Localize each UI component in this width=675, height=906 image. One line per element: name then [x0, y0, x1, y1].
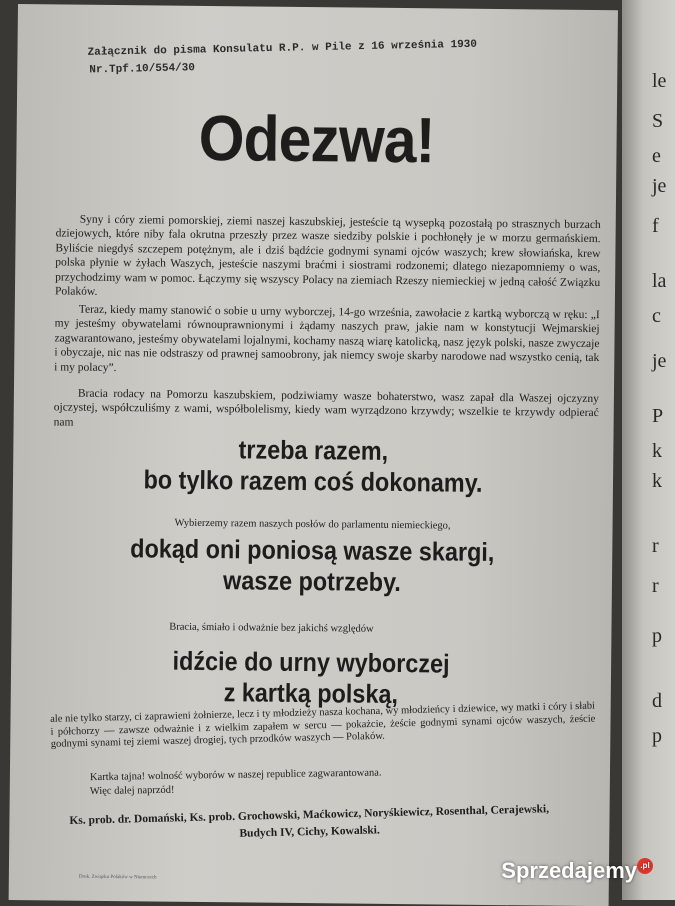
slogan-line: dokąd oni poniosą wasze skargi,	[130, 533, 495, 568]
watermark-logo	[501, 858, 653, 884]
right-page-text-fragment: je	[652, 350, 667, 372]
right-page-text-fragment: je	[652, 175, 667, 197]
typed-reference-number: Nr.Tpf.10/554/30	[89, 62, 196, 77]
right-page-text-fragment: P	[652, 405, 664, 427]
right-page-text-fragment: p	[652, 725, 662, 747]
slogan-line: trzeba razem,	[238, 434, 389, 466]
right-page-text-fragment: le	[652, 70, 667, 92]
paragraph-2: Teraz, kiedy mamy stanowić o sobie u urny wyborczej, 14-go września, zawołacie z kartką wyborczą w ręku: „I my jesteśmy obywatelami równouprawnionymi i żądamy naszych praw, jakie nam w konstytucji Wejmarskiej zagwarantowano, jesteśmy obywatelami lojalnymi, kochamy naszą wiarę katolicką, nasz język polski, nasze zwyczaje i obyczaje, nic nas nie odstraszy od prawnej samoobrony, jak niemcy swoje skarby narodowe nad wszystko cenią, tak i my polacy”.	[54, 303, 600, 374]
right-page-text-fragment: r	[652, 535, 659, 557]
right-page-text-fragment: e	[652, 145, 661, 167]
slogan-line: z kartką polską,	[223, 677, 399, 710]
right-page-text-fragment: la	[652, 270, 667, 292]
right-page-text-fragment: c	[652, 305, 661, 327]
note-2: Bracia, śmiało i odważnie bez jakichś względów	[169, 621, 374, 635]
paragraph-3: Bracia rodacy na Pomorzu kaszubskiem, podziwiamy wasze bohaterstwo, wasz zapał dla Waszej ojczyzny ojczystej, współczuliśmy z wami, współbolelismy, kiedy wam wyrządzono krzywdy; wszelkie te krzywdy odpierać nam	[53, 387, 599, 429]
adjacent-book-page	[622, 0, 675, 900]
watermark-text: Sprzedajemy	[501, 858, 637, 883]
slogan-line: idźcie do urny wyborczej	[172, 645, 450, 679]
paragraph-1: Syny i córy ziemi pomorskiej, ziemi naszej kaszubskiej, jesteście tą wysepką pozostałą po strasznych burzach dziejowych, które niby fala okrutna przeszły przez wasze siedziby polskie i pochłonęły je w morzu germańskiem. Byliście niegdyś szczepem potężnym, ale i dziś bądźcie godnymi synami ojców waszych; krew słowiańska, krew polska płynie w żyłach Waszych, jesteście naszymi braćmi i siostrami rodzonemi; dlatego niezapomniemy o was, przychodzimy wam w pomoc. Łączymy się wszyscy Polacy na ziemiach Rzeszy niemieckiej w jedną całość Związku Polaków.	[54, 213, 601, 298]
watermark-suffix: .pl	[637, 858, 653, 874]
right-page-text-fragment: r	[652, 575, 659, 597]
right-page-text-fragment: k	[652, 470, 662, 492]
slogan-3	[41, 644, 582, 712]
typed-attachment-note: Załącznik do pisma Konsulatu R.P. w Pile z 16 września 1930	[87, 38, 478, 59]
slogan-line: wasze potrzeby.	[222, 565, 401, 598]
slogan-line: bo tylko razem coś dokonamy.	[143, 464, 483, 498]
note-1: Wybierzemy razem naszych posłów do parlamentu niemieckiego,	[174, 517, 451, 532]
right-page-text-fragment: f	[652, 215, 659, 237]
signatures-line: Budych IV, Cichy, Kowalski.	[239, 824, 380, 840]
closing-line-2: Kartka tajna! wolność wyborów w naszej republice zagwarantowana.	[89, 767, 382, 784]
right-page-text-fragment: k	[652, 440, 662, 462]
poster-title: Odezwa!	[198, 101, 435, 177]
slogan-2	[42, 532, 583, 600]
closing-line-3: Więc dalej naprzód!	[89, 784, 175, 798]
slogan-1	[43, 432, 584, 500]
closing-paragraph: ale nie tylko starzy, ci zaprawieni żołnierze, lecz i ty młodzieży nasza kochana, wy młodzieńcy i dziewice, wy matki i córy i słabi i półchorzy — zawsze odważnie i z wielkim zapałem w sercu — pokażcie, żeście godnymi synami ojców waszych, żeście godnymi synami tej ziemi waszej drogiej, tych przodków waszych — Polaków.	[50, 700, 596, 750]
signatures-line: Ks. prob. dr. Domański, Ks. prob. Grochowski, Maćkowicz, Noryśkiewicz, Rosenthal, Cerajewski,	[69, 803, 550, 827]
right-page-text-fragment: S	[652, 110, 664, 132]
proclamation-poster	[9, 4, 618, 906]
printer-imprint: Druk. Związku Polaków w Niemczech	[78, 874, 157, 881]
right-page-text-fragment: p	[652, 625, 662, 647]
right-page-text-fragment: d	[652, 690, 662, 712]
signatures	[9, 800, 610, 849]
